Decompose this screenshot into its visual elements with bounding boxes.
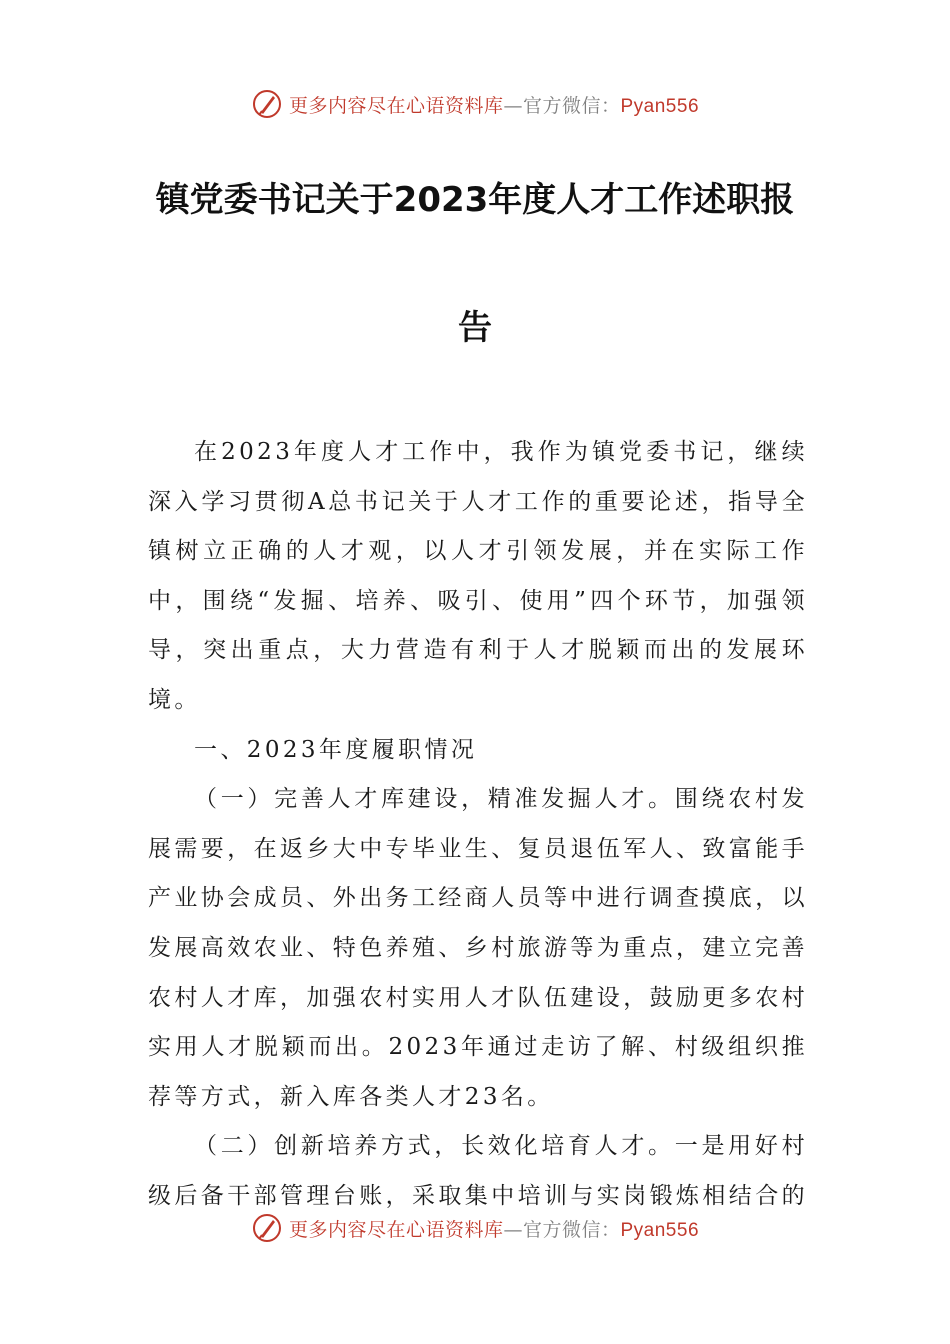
- watermark-sub: —官方微信：: [503, 94, 621, 117]
- quill-logo-icon: [251, 1212, 283, 1244]
- watermark-text: [289, 91, 699, 118]
- watermark-id: Pyan556: [620, 1219, 700, 1241]
- watermark-header: [0, 84, 950, 124]
- section-heading: 一、2023年度履职情况: [194, 736, 478, 763]
- watermark-footer: [0, 1208, 950, 1248]
- body-paragraph: （二）创新培养方式，长效化培育人才。一是用好村级后备干部管理台账，采取集中培训与实岗锻炼相结合的: [148, 1133, 808, 1209]
- body-paragraph: 在2023年度人才工作中，我作为镇党委书记，继续深入学习贯彻A总书记关于人才工作的重要论述，指导全镇树立正确的人才观，以人才引领发展，并在实际工作中，围绕“发掘、培养、吸引、使用”四个环节，加强领导，突出重点，大力营造有利于人才脱颖而出的发展环境。: [148, 439, 808, 713]
- quill-logo-icon: [251, 88, 283, 120]
- document-title-line1: 镇党委书记关于2023年度人才工作述职报: [155, 180, 795, 220]
- watermark-main: 更多内容尽在心语资料库: [288, 1218, 504, 1241]
- watermark-sub: —官方微信：: [503, 1218, 621, 1241]
- document-title-line2: 告: [458, 308, 492, 348]
- watermark-main: 更多内容尽在心语资料库: [288, 94, 504, 117]
- document-body: [148, 428, 808, 1222]
- body-paragraph: （一）完善人才库建设，精准发掘人才。围绕农村发展需要，在返乡大中专毕业生、复员退伍军人、致富能手产业协会成员、外出务工经商人员等中进行调查摸底，以发展高效农业、特色养殖、乡村旅游等为重点，建立完善农村人才库，加强农村实用人才队伍建设，鼓励更多农村实用人才脱颖而出。2023年通过走访了解、村级组织推荐等方式，新入库各类人才23名。: [148, 786, 808, 1110]
- watermark-id: Pyan556: [620, 95, 700, 117]
- watermark-text: [289, 1215, 699, 1242]
